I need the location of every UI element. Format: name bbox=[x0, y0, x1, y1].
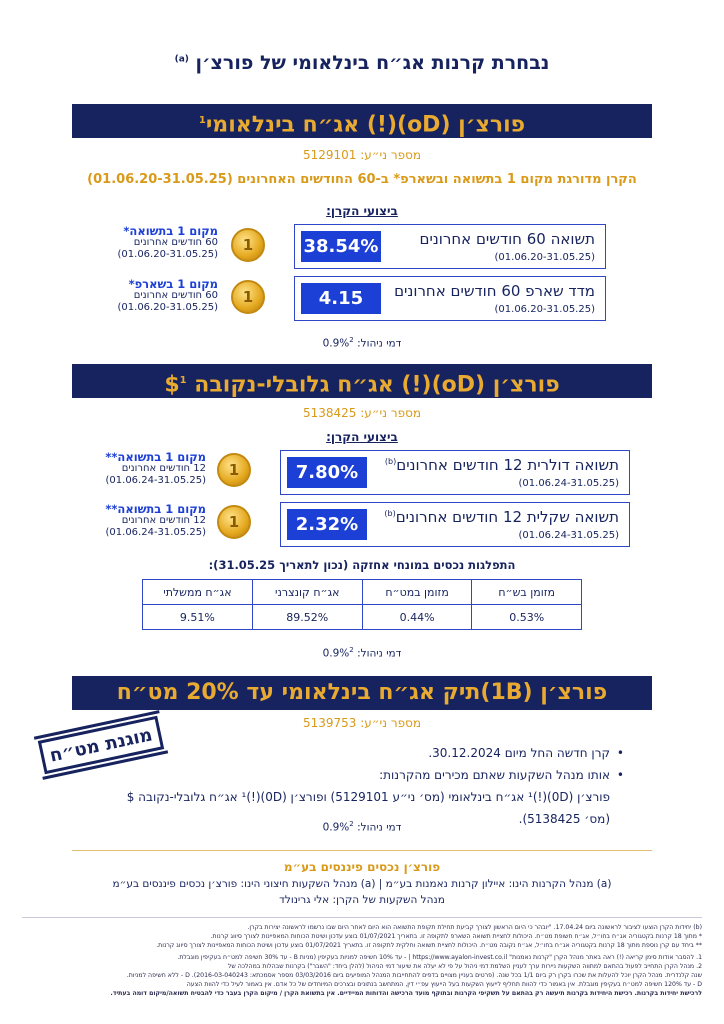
fund1-isin: מספר ני״ע: 5129101 bbox=[302, 148, 422, 162]
fund2-ils-return-label bbox=[384, 508, 619, 526]
table-header-cell: מזומן במט״ח bbox=[362, 580, 472, 605]
rank-title: מקום 1 בתשואה** bbox=[105, 502, 206, 516]
table-row bbox=[143, 580, 582, 605]
table-header-cell: מזומן בש״ח bbox=[472, 580, 582, 605]
table-row bbox=[143, 605, 582, 630]
fund3-management-fee bbox=[0, 820, 724, 834]
investment-manager-line: מנהל השקעות של הקרן: אלי גרינולד bbox=[279, 894, 445, 906]
fund1-rank-return bbox=[78, 225, 218, 261]
fund2-usd-return-dates: (01.06.24-31.05.25) bbox=[518, 478, 619, 489]
footnote: 2. מנהל הקרן התחייב לפעול בהתאם למתווה השקעות ניירות ערך לעניין השלמת דמי ניהול על פי לא יעלה את שיעור דמי הניהול (להלן ביחד: "השבר") בקרנות שבהלות במהלכה של bbox=[227, 963, 702, 970]
card-label-note: (b) bbox=[384, 509, 396, 518]
page-title bbox=[0, 52, 724, 74]
fund2-banner-text: פורצ׳ן (oD)(!) אג״ח גלובלי-נקובה $ bbox=[164, 372, 560, 398]
table-cell: 0.44% bbox=[362, 605, 472, 630]
footnote: לרכישת יחידות בקרנות. רכישת היחידות בקרנות תיעשה רק בהתאם על תשקיפי הקרנות ובתוקף מועד הרכישה והדוחות המיידיים. אין בתשואת הקרן / מיקום הקרן בעבר כדי להבטיח תשואה/מיקום דומה בעתיד. bbox=[110, 990, 702, 997]
divider bbox=[22, 917, 702, 918]
fund2-banner-note: 1 bbox=[179, 375, 187, 386]
list-item: • אותו מנהל השקעות שאתם מכירים מהקרנות: bbox=[104, 764, 624, 786]
fund2-usd-return-label bbox=[385, 456, 619, 474]
rank-title: מקום 1 בתשואה** bbox=[105, 450, 206, 464]
card-label-note: (b) bbox=[384, 457, 397, 466]
footnote: (b) יחידות הקרן הוצעו לציבור לראשונה ביום 17.04.24. "יובהר כי היום הראשון לצורך קביעת תחילת תקופת התשואה הוא היום לאחר היום שבו נרשמו לראשונה יצירות בקרן. bbox=[247, 924, 702, 931]
fee-note: 2 bbox=[349, 646, 354, 654]
table-cell: 89.52% bbox=[252, 605, 362, 630]
fee-text: דמי ניהול: 0.9% bbox=[322, 337, 402, 350]
page-title-text: נבחרת קרנות אג״ח בינלאומי של פורצ׳ן bbox=[195, 52, 550, 74]
card-label-text: תשואה דולרית 12 חודשים אחרונים bbox=[396, 456, 619, 474]
gold-medal-icon bbox=[231, 280, 265, 314]
fund1-banner bbox=[72, 104, 652, 138]
rank-dates: (01.06.20-31.05.25) bbox=[117, 249, 218, 260]
fund1-sharpe-dates: (01.06.20-31.05.25) bbox=[494, 304, 595, 315]
fund1-return-dates: (01.06.20-31.05.25) bbox=[494, 252, 595, 263]
fund1-return-label: תשואה 60 חודשים אחרונים bbox=[419, 230, 595, 248]
fee-note: 2 bbox=[349, 336, 354, 344]
footnote: שנה קלנדרית. מנהל הקרן יוכל להעלות את שכרו בקרן רק ביום 1/1 בכל שנה. (פרטים בעניין מצויים בדפים להתחייבות המנהל המופיעים ביום 03/03/2016 מספר אסמכתא: 2016-03-040243). D - ללא חשיפה למניות. bbox=[126, 972, 702, 979]
gold-medal-icon bbox=[231, 228, 265, 262]
fund1-sharpe-label: מדד שארפ 60 חודשים אחרונים bbox=[394, 282, 595, 300]
medal-number: 1 bbox=[228, 513, 240, 531]
fund1-performance-label: ביצועי הקרן: bbox=[326, 204, 398, 218]
footnote: D - עד 120% חשיפה למט״ח בעקיפין מוגבלת. אין באמור כדי להוות תחליף לייעוץ השקעות בעל הייעוץ עפ״י דין, המתחשב בנתונים ובצרכים המיוחדים של כל אדם. אין באמור לעיל כדי להוות הצעה bbox=[186, 981, 702, 988]
rank-title: מקום 1 בשארפ* bbox=[128, 277, 218, 291]
fund1-return-value: 38.54% bbox=[301, 231, 381, 262]
fund1-sharpe-value: 4.15 bbox=[301, 283, 381, 314]
management-line: (a) מנהל הקרנות הינו: איילון קרנות נאמנות בע״מ | (a) מנהל השקעות חיצוני הינו: פורצ׳ן נכסים פיננסים בע״מ bbox=[112, 878, 612, 890]
fund3-banner bbox=[72, 676, 652, 710]
table-header-cell: אג״ח ממשלתי bbox=[143, 580, 253, 605]
fund2-usd-return-value: 7.80% bbox=[287, 457, 367, 488]
fund2-banner bbox=[72, 364, 652, 398]
page-title-note: (a) bbox=[174, 54, 189, 65]
fund3-isin: מספר ני״ע: 5139753 bbox=[302, 716, 422, 730]
table-cell: 9.51% bbox=[143, 605, 253, 630]
gold-medal-icon bbox=[217, 453, 251, 487]
rank-title: מקום 1 בתשואה* bbox=[123, 224, 218, 238]
fund2-rank-usd bbox=[66, 451, 206, 487]
fee-text: דמי ניהול: 0.9% bbox=[322, 647, 402, 660]
footnote: 1. להסבר אודות סימן קריאה (!) ראה באתר מנהל הקרן "קרנות נאמנות" https://www.ayalon-invest.co.il | - עד 10% חשיפה למניות בעקיפין (מניות B - עד 30% חשיפה למט״ח בעקיפין מוגבלת. bbox=[177, 954, 702, 961]
table-header-cell: אג״ח קונצרני bbox=[252, 580, 362, 605]
fund1-return-card bbox=[294, 224, 606, 269]
rank-period: 60 חודשים אחרונים bbox=[133, 290, 218, 301]
fund3-bullets bbox=[104, 742, 624, 830]
fund1-management-fee bbox=[0, 336, 724, 350]
fund2-rank-ils bbox=[66, 503, 206, 539]
gold-medal-icon bbox=[217, 505, 251, 539]
rank-period: 60 חודשים אחרונים bbox=[133, 237, 218, 248]
fund1-rank-sharpe bbox=[78, 278, 218, 314]
rank-dates: (01.06.24-31.05.25) bbox=[105, 527, 206, 538]
management-company-title: פורצ׳ן נכסים פיננסים בע״מ bbox=[283, 860, 441, 874]
fund2-management-fee bbox=[0, 646, 724, 660]
fund2-ils-return-card bbox=[280, 502, 630, 547]
fund2-allocation-table bbox=[142, 579, 582, 630]
fund2-ils-return-value: 2.32% bbox=[287, 509, 367, 540]
divider bbox=[72, 850, 652, 851]
rank-period: 12 חודשים אחרונים bbox=[121, 515, 206, 526]
rank-dates: (01.06.20-31.05.25) bbox=[117, 302, 218, 313]
fund3-banner-text: פורצ׳ן (1B)תיק אג״ח בינלאומי עד 20% מט״ח bbox=[116, 680, 608, 705]
fee-note: 2 bbox=[349, 820, 354, 828]
fund2-performance-label: ביצועי הקרן: bbox=[326, 430, 398, 444]
fund2-allocation-title: התפלגות נכסים במונחי אחזקה (נכון לתאריך 31.05.25): bbox=[208, 558, 516, 572]
rank-dates: (01.06.24-31.05.25) bbox=[105, 475, 206, 486]
rank-period: 12 חודשים אחרונים bbox=[121, 463, 206, 474]
medal-number: 1 bbox=[228, 461, 240, 479]
fund1-banner-note: 1 bbox=[198, 115, 206, 126]
fund1-headline: הקרן מדורגת מקום 1 בתשואה ובשארפ* ב-60 החודשים האחרונים (01.06.20-31.05.25) bbox=[87, 172, 637, 187]
fund1-banner-text: פורצ׳ן (oD)(!) אג״ח בינלאומי bbox=[205, 112, 526, 138]
fund1-sharpe-card bbox=[294, 276, 606, 321]
table-cell: 0.53% bbox=[472, 605, 582, 630]
card-label-text: תשואה שקלית 12 חודשים אחרונים bbox=[395, 508, 619, 526]
list-item: פורצ׳ן (0D)(!)¹ אג״ח בינלאומי (מס׳ ני״ע 5129101) ופורצ׳ן (0D)(!)¹ אג״ח גלובלי-נקובה $ (מס׳ 5138425). bbox=[126, 790, 610, 826]
list-item: • קרן חדשה החל מיום 30.12.2024. bbox=[104, 742, 624, 764]
medal-number: 1 bbox=[242, 288, 254, 306]
fund2-isin: מספר ני״ע: 5138425 bbox=[302, 406, 422, 420]
fund2-usd-return-card bbox=[280, 450, 630, 495]
footnote: * מתוך 18 קרנות בקטגוריה אג״ח בחו״ל, אג״ח חשופת מט״ח. היכולות לחציית תשואה השארפ לתקופה זו. בתאריך 01/07/2021 בוצע עדכון ושיטת הכוחות המאפיינות לצורך סיווג קרנות. bbox=[210, 933, 702, 940]
medal-number: 1 bbox=[242, 236, 254, 254]
footnote: ** ביחד עם קרן נוספת מתוך 18 קרנות בקטגוריה אג״ח בחו״ל, אג״ח נקובה מט״ח. היכולות לחציית תשואה וחלקית לתקופה זו. בתאריך 01/07/2021 בוצע עדכון ושיטת הכוחות המאפיינות לצורך סיווג קרנות. bbox=[156, 942, 702, 949]
fund2-ils-return-dates: (01.06.24-31.05.25) bbox=[518, 530, 619, 541]
fx-protected-stamp: מוגנת מט״ח bbox=[38, 716, 164, 775]
fee-text: דמי ניהול: 0.9% bbox=[322, 821, 402, 834]
